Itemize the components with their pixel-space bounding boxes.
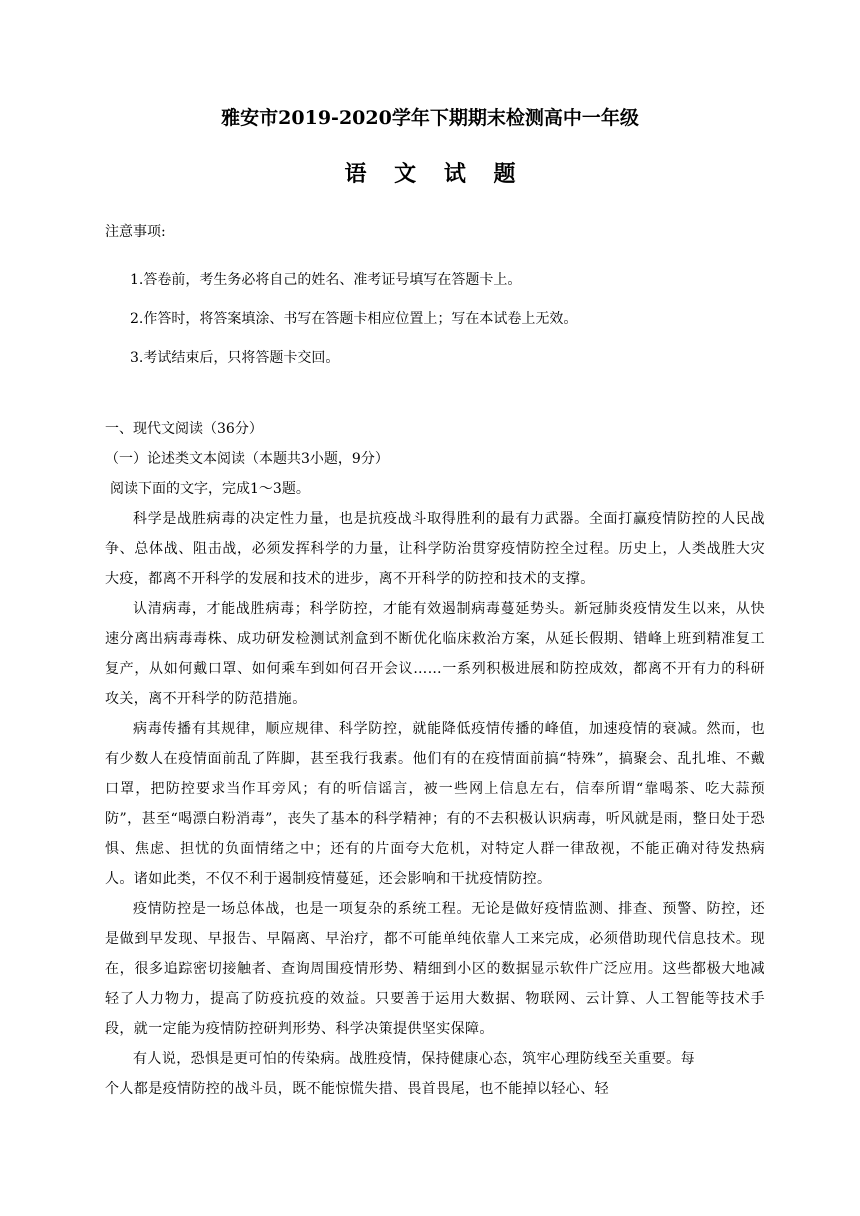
notice-item-3: 3.考试结束后，只将答题卡交回。 (130, 350, 340, 366)
part-heading: （一）论述类文本阅读（本题共3小题，9分） (105, 451, 389, 467)
reading-instruction: 阅读下面的文字，完成1～3题。 (110, 481, 310, 497)
subject-title: 语 文 试 题 (344, 161, 526, 187)
section-heading: 一、现代文阅读（36分） (105, 421, 263, 437)
passage-paragraph-4: 疫情防控是一场总体战，也是一项复杂的系统工程。无论是做好疫情监测、排查、预警、防控，还是做到早发现、早报告、早隔离、早治疗，都不可能单纯依靠人工来完成，必须借助现代信息技术。现在，很多追踪密切接触者、查询周围疫情形势、精细到小区的数据显示软件广泛应用。这些都极大地减轻了人力物力，提高了防疫抗疫的效益。只要善于运用大数据、物联网、云计算、人工智能等技术手段，就一定能为疫情防控研判形势、科学决策提供坚实保障。 (105, 901, 765, 1037)
passage-paragraph-5: 有人说，恐惧是更可怕的传染病。战胜疫情，保持健康心态，筑牢心理防线至关重要。每个人都是疫情防控的战斗员，既不能惊慌失措、畏首畏尾，也不能掉以轻心、轻 (105, 1051, 695, 1097)
notice-heading: 注意事项: (105, 224, 166, 240)
passage-paragraph-1: 科学是战胜病毒的决定性力量，也是抗疫战斗取得胜利的最有力武器。全面打赢疫情防控的人民战争、总体战、阻击战，必须发挥科学的力量，让科学防治贯穿疫情防控全过程。历史上，人类战胜大灾大疫，都离不开科学的发展和技术的进步，离不开科学的防控和技术的支撑。 (105, 511, 765, 587)
passage-paragraph-3: 病毒传播有其规律，顺应规律、科学防控，就能降低疫情传播的峰值，加速疫情的衰减。然而，也有少数人在疫情面前乱了阵脚，甚至我行我素。他们有的在疫情面前搞“特殊”，搞聚会、乱扎堆、不戴口罩，把防控要求当作耳旁风；有的听信谣言，被一些网上信息左右，信奉所谓“靠喝茶、吃大蒜预防”，甚至“喝漂白粉消毒”，丧失了基本的科学精神；有的不去积极认识病毒，听风就是雨，整日处于恐惧、焦虑、担忧的负面情绪之中；还有的片面夸大危机，对特定人群一律敌视，不能正确对待发热病人。诸如此类，不仅不利于遏制疫情蔓延，还会影响和干扰疫情防控。 (105, 721, 765, 887)
notice-item-2: 2.作答时，将答案填涂、书写在答题卡相应位置上；写在本试卷上无效。 (130, 311, 578, 327)
notice-item-1: 1.答卷前，考生务必将自己的姓名、准考证号填写在答题卡上。 (130, 272, 522, 288)
exam-title: 雅安市2019-2020学年下期期末检测高中一年级 (221, 107, 639, 129)
passage-paragraph-2: 认清病毒，才能战胜病毒；科学防控，才能有效遏制病毒蔓延势头。新冠肺炎疫情发生以来，从快速分离出病毒毒株、成功研发检测试剂盒到不断优化临床救治方案，从延长假期、错峰上班到精准复工复产，从如何戴口罩、如何乘车到如何召开会议……一系列积极进展和防控成效，都离不开有力的科研攻关，离不开科学的防范措施。 (105, 601, 765, 707)
reading-passage (105, 504, 765, 1104)
